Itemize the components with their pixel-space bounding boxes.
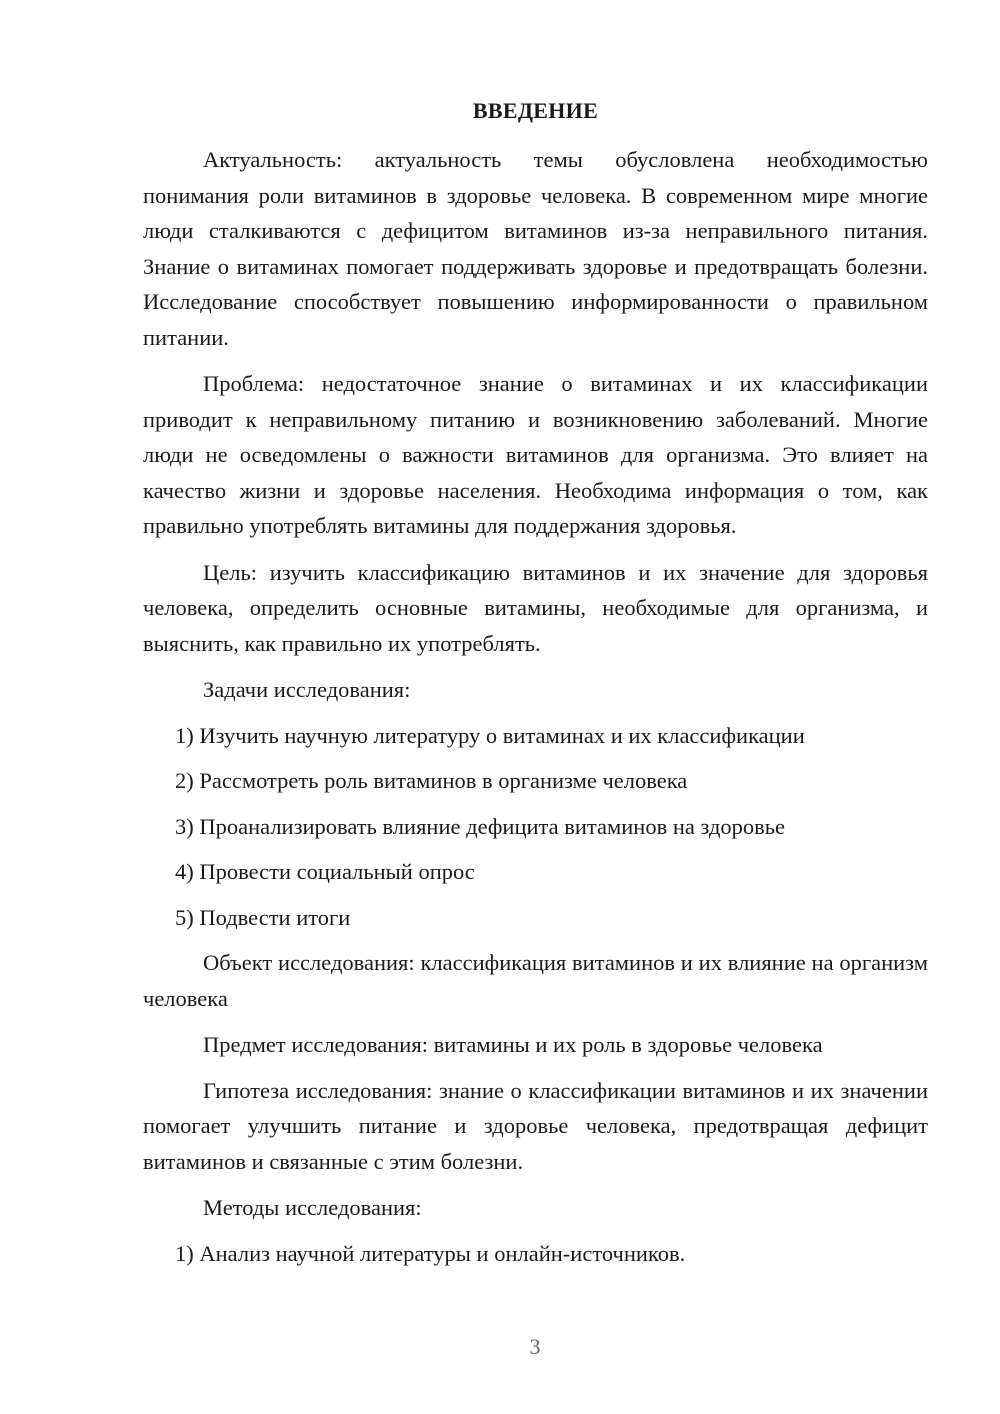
task-item: 1) Изучить научную литературу о витаминах и их классификации [175, 722, 805, 748]
relevance-paragraph: Актуальность: актуальность темы обусловлена необходимостью понимания роли витаминов в здоровье человека. В современном мире многие люди сталкиваются с дефицитом витаминов из-за неправильного питания. Знание о витаминах помогает поддерживать здоровье и предотвращать болезни. Исследование способствует повышению информированности о правильном питании. [143, 147, 928, 350]
task-item: 5) Подвести итоги [175, 904, 351, 930]
methods-heading: Методы исследования: [203, 1195, 422, 1220]
task-item: 2) Рассмотреть роль витаминов в организме человека [175, 768, 688, 793]
problem-paragraph: Проблема: недостаточное знание о витаминах и их классификации приводит к неправильному питанию и возникновению заболеваний. Многие люди не осведомлены о важности витаминов для организма. Это влияет на качество жизни и здоровье населения. Необходима информация о том, как правильно употреблять витамины для поддержания здоровья. [143, 371, 928, 538]
object-paragraph: Объект исследования: классификация витаминов и их влияние на организм человека [143, 950, 928, 1011]
task-item: 3) Проанализировать влияние дефицита витаминов на здоровье [175, 813, 786, 839]
goal-paragraph: Цель: изучить классификацию витаминов и их значение для здоровья человека, определить основные витамины, необходимые для организма, и выяснить, как правильно их употреблять. [143, 559, 928, 656]
document-body [143, 96, 928, 1281]
method-item: 1) Анализ научной литературы и онлайн-источников. [175, 1240, 686, 1266]
page-number: 3 [529, 1334, 541, 1359]
task-item: 4) Провести социальный опрос [175, 859, 475, 884]
section-title: ВВЕДЕНИЕ [472, 98, 599, 123]
tasks-heading: Задачи исследования: [203, 677, 411, 702]
subject-paragraph: Предмет исследования: витамины и их роль в здоровье человека [203, 1032, 823, 1057]
hypothesis-paragraph: Гипотеза исследования: знание о классификации витаминов и их значении помогает улучшить питание и здоровье человека, предотвращая дефицит витаминов и связанные с этим болезни. [143, 1077, 928, 1174]
